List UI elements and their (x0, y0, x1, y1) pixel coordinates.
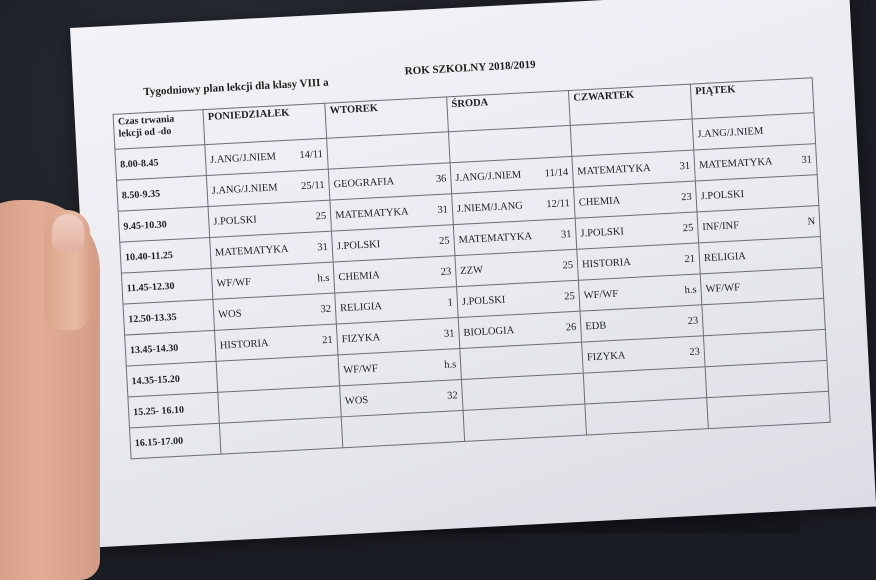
timetable-sheet (70, 0, 876, 547)
subject: RELIGIA (340, 301, 383, 314)
lesson-cell (585, 398, 708, 435)
lesson-cell (463, 404, 586, 441)
subject: RELIGIA (704, 250, 747, 263)
lesson-time: 16.15-17.00 (130, 423, 221, 459)
lesson-entry (589, 382, 702, 388)
room: 12/11 (542, 198, 570, 210)
room: 31 (313, 241, 328, 253)
lesson-entry (341, 328, 454, 345)
subject: J.ANG/J.NIEM (455, 169, 521, 183)
lesson-entry (210, 148, 323, 165)
lesson-entry (218, 303, 331, 320)
room: 32 (316, 303, 331, 315)
room: 36 (432, 173, 447, 185)
subject: WOS (345, 394, 369, 406)
room: h.s (680, 284, 697, 296)
lesson-entry (699, 154, 812, 171)
subject: J.ANG/J.NIEM (697, 125, 763, 139)
lesson-entry (710, 376, 823, 382)
subject: CHEMIA (338, 270, 380, 283)
lesson-entry (216, 272, 329, 289)
room: N (803, 216, 815, 228)
lesson-time: 9.45-10.30 (118, 207, 209, 243)
lesson-entry (697, 123, 810, 140)
lesson-entry (467, 389, 580, 395)
lesson-entry (700, 185, 813, 202)
lesson-time: 8.50-9.35 (117, 176, 208, 212)
room: 31 (433, 204, 448, 216)
lesson-entry (579, 191, 692, 208)
room: 26 (562, 321, 577, 333)
lesson-entry (338, 266, 451, 283)
day-header: PIĄTEK (690, 78, 814, 119)
lesson-entry (213, 210, 326, 227)
subject: GEOGRAFIA (333, 176, 394, 190)
lesson-entry (585, 315, 698, 332)
subject: J.ANG/J.NIEM (211, 182, 277, 196)
day-header: PONIEDZIAŁEK (203, 103, 327, 144)
lesson-entry (712, 407, 825, 413)
room (812, 247, 817, 258)
lesson-time: 12.50-13.35 (123, 299, 214, 335)
lesson-entry (460, 260, 573, 277)
room: 31 (675, 160, 690, 172)
subject: WF/WF (343, 363, 378, 376)
subject: FIZYKA (587, 350, 626, 363)
lesson-time: 13.45-14.30 (125, 330, 216, 366)
room: 21 (318, 334, 333, 346)
room (809, 185, 814, 196)
room: 25 (311, 210, 326, 222)
lesson-entry (340, 297, 453, 314)
lesson-time: 11.45-12.30 (121, 268, 212, 304)
lesson-entry (337, 235, 450, 252)
subject: J.POLSKI (213, 214, 257, 227)
lesson-entry (465, 358, 578, 364)
subject: BIOLOGIA (463, 325, 514, 339)
lesson-entry (221, 371, 334, 377)
subject: HISTORIA (220, 338, 269, 352)
lesson-entry (705, 278, 818, 295)
lesson-cell (707, 391, 830, 428)
lesson-time: 14.35-15.20 (126, 361, 217, 397)
lesson-entry (223, 402, 336, 408)
room: 23 (683, 315, 698, 327)
room: 25 (558, 260, 573, 272)
room: 1 (443, 297, 453, 308)
lesson-entry (702, 216, 815, 233)
room (806, 123, 811, 134)
subject: INF/INF (702, 220, 739, 233)
lesson-entry (704, 247, 817, 264)
room: 23 (677, 191, 692, 203)
school-year: ROK SZKOLNY 2018/2019 (404, 59, 535, 78)
subject: MATEMATYKA (699, 156, 773, 171)
room: 31 (797, 154, 812, 166)
lesson-cell (341, 410, 464, 447)
room: 25 (435, 235, 450, 247)
room: 11/14 (540, 167, 568, 179)
subject: WOS (218, 308, 242, 320)
subject: WF/WF (583, 288, 618, 301)
lesson-entry (455, 167, 568, 184)
room: h.s (313, 272, 330, 284)
room: 14/11 (295, 148, 323, 160)
subject: CHEMIA (579, 195, 621, 208)
room: 21 (680, 253, 695, 265)
subject: MATEMATYKA (458, 231, 532, 246)
time-column-header: Czas trwania lekcji od -do (113, 110, 205, 150)
lesson-entry (457, 198, 570, 215)
day-header: WTOREK (325, 97, 449, 138)
room: 25 (560, 290, 575, 302)
lesson-time: 10.40-11.25 (120, 237, 211, 273)
subject: J.POLSKI (462, 294, 506, 307)
timetable-body (115, 113, 830, 459)
subject: WF/WF (216, 276, 251, 289)
lesson-entry (707, 314, 820, 320)
room: 25 (679, 222, 694, 234)
thumbnail-nail (52, 214, 84, 252)
subject: J.POLSKI (580, 226, 624, 239)
lesson-entry (463, 321, 576, 338)
subject: HISTORIA (582, 256, 631, 270)
subject: MATEMATYKA (215, 243, 289, 258)
room: 31 (440, 328, 455, 340)
lesson-entry (332, 148, 445, 154)
lesson-entry (225, 433, 338, 439)
lesson-entry (468, 420, 581, 426)
lesson-entry (335, 204, 448, 221)
lesson-entry (577, 160, 690, 177)
subject: FIZYKA (341, 332, 380, 345)
lesson-entry (580, 222, 693, 239)
subject: J.ANG/J.NIEM (210, 151, 276, 165)
lesson-entry (583, 284, 696, 301)
lesson-entry (220, 334, 333, 351)
lesson-entry (576, 135, 689, 141)
lesson-entry (709, 345, 822, 351)
lesson-entry (211, 179, 324, 196)
lesson-entry (454, 141, 567, 147)
room: h.s (440, 359, 457, 371)
lesson-entry (347, 426, 460, 432)
room: 23 (685, 346, 700, 358)
timetable-table (113, 77, 831, 459)
lesson-entry (343, 359, 456, 376)
lesson-entry (587, 346, 700, 363)
room: 32 (443, 390, 458, 402)
day-header: ŚRODA (447, 90, 571, 131)
lesson-entry (462, 290, 575, 307)
subject: MATEMATYKA (577, 162, 651, 177)
lesson-time: 8.00-8.45 (115, 145, 206, 181)
room: 25/11 (297, 179, 325, 191)
subject: J.POLSKI (337, 239, 381, 252)
room (814, 278, 819, 289)
lesson-entry (582, 253, 695, 270)
lesson-entry (215, 241, 328, 258)
lesson-entry (458, 229, 571, 246)
subject: J.NIEM/J.ANG (457, 200, 523, 214)
subject: ZZW (460, 264, 483, 276)
subject: EDB (585, 320, 607, 332)
document-title: Tygodniowy plan lekcji dla klasy VIII a (143, 77, 329, 99)
document-header (143, 77, 329, 99)
subject: MATEMATYKA (335, 206, 409, 221)
lesson-cell (219, 417, 342, 454)
room: 23 (436, 266, 451, 278)
lesson-entry (345, 390, 458, 407)
subject: WF/WF (705, 282, 740, 295)
lesson-entry (590, 413, 703, 419)
room: 31 (557, 229, 572, 241)
subject: J.POLSKI (700, 188, 744, 201)
lesson-entry (333, 173, 446, 190)
day-header: CZWARTEK (568, 84, 692, 125)
lesson-time: 15.25- 16.10 (128, 392, 219, 428)
